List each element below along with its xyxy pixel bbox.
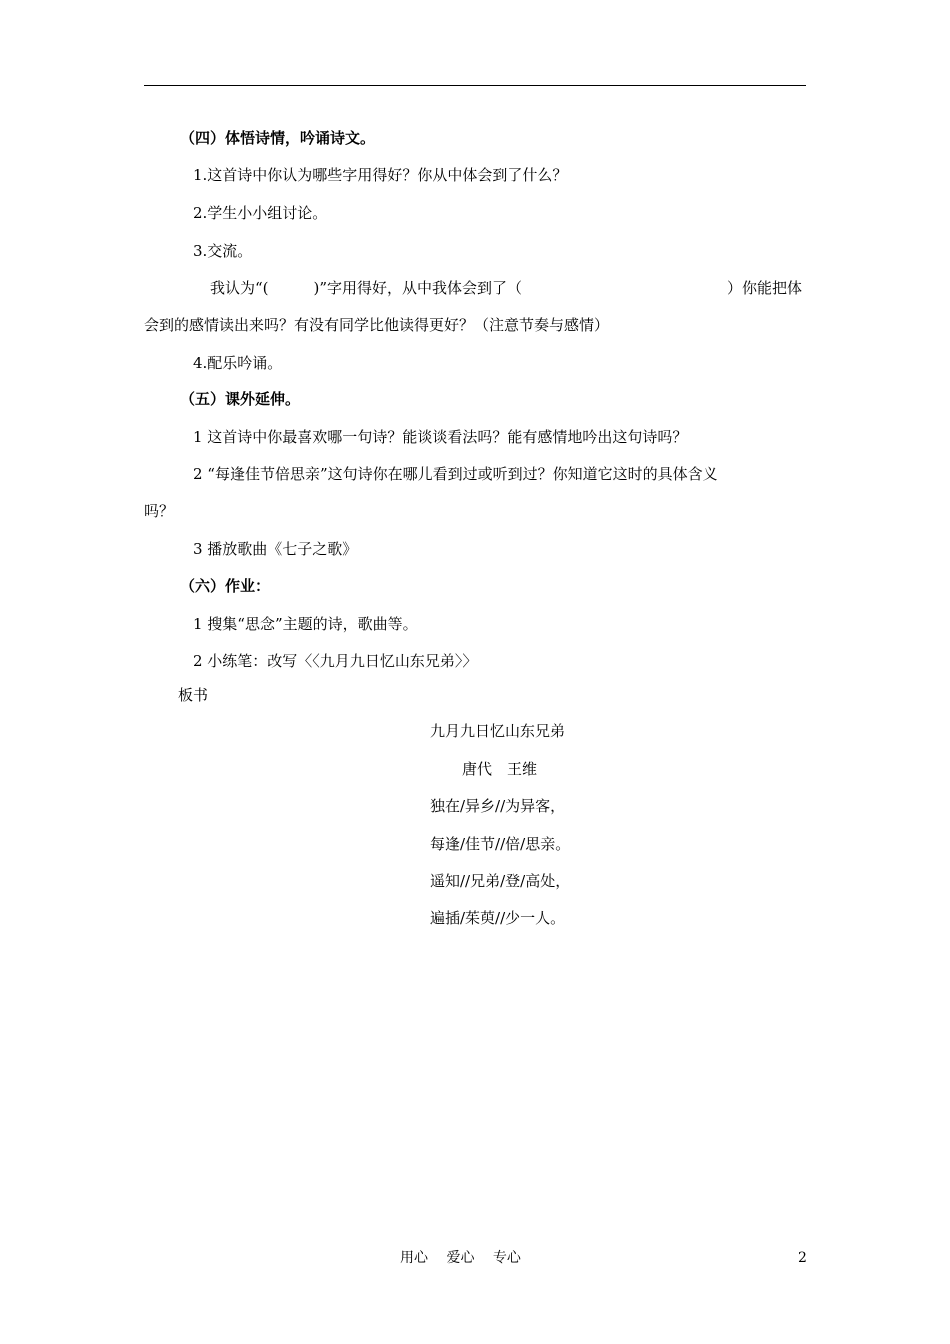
section-4-item-3-paragraph-end: ）你能把体: [727, 279, 803, 297]
board-poem-author: 唐代 王维: [462, 760, 538, 778]
section-5-item-2-continued: 吗？: [144, 502, 175, 520]
section-4-item-3-paragraph-continued: 会到的感情读出来吗？有没有同学比他读得更好？（注意节奏与感情）: [144, 316, 610, 334]
section-4-heading: （四）体悟诗情，吟诵诗文。: [180, 129, 376, 147]
section-6-item-1: 1 搜集“思念”主题的诗，歌曲等。: [193, 615, 418, 633]
section-5-item-2: 2 “每逢佳节倍思亲”这句诗你在哪儿看到过或听到过？你知道它这时的具体含义: [193, 465, 718, 483]
board-poem-line: 遥知//兄弟/登/高处，: [430, 872, 571, 890]
board-poem-line: 遍插/茱萸//少一人。: [430, 909, 566, 927]
section-4-item-4: 4.配乐吟诵。: [193, 354, 283, 372]
section-4-item-3-paragraph-start: 我认为“( )”字用得好，从中我体会到了（: [210, 279, 523, 297]
section-5-item-1: 1 这首诗中你最喜欢哪一句诗？能谈谈看法吗？能有感情地吟出这句诗吗？: [193, 428, 688, 446]
board-poem-title: 九月九日忆山东兄弟: [430, 722, 566, 740]
footer-motto: 用心 爱心 专心: [400, 1250, 521, 1266]
section-4-item-1: 1.这首诗中你认为哪些字用得好？你从中体会到了什么？: [193, 166, 568, 184]
section-4-item-3: 3.交流。: [193, 242, 253, 260]
header-rule: [144, 85, 806, 86]
section-4-item-2: 2.学生小小组讨论。: [193, 204, 328, 222]
board-poem-line: 每逢/佳节//倍/思亲。: [430, 835, 571, 853]
section-5-item-3: 3 播放歌曲《七子之歌》: [193, 540, 358, 558]
section-6-item-2: 2 小练笔：改写〈〈九月九日忆山东兄弟〉〉: [193, 652, 478, 670]
board-poem-line: 独在/异乡//为异客，: [430, 797, 566, 815]
board-label: 板书: [178, 686, 209, 704]
section-5-heading: （五）课外延伸。: [180, 390, 301, 408]
section-6-heading: （六）作业：: [180, 577, 271, 595]
page-number: 2: [798, 1250, 807, 1266]
